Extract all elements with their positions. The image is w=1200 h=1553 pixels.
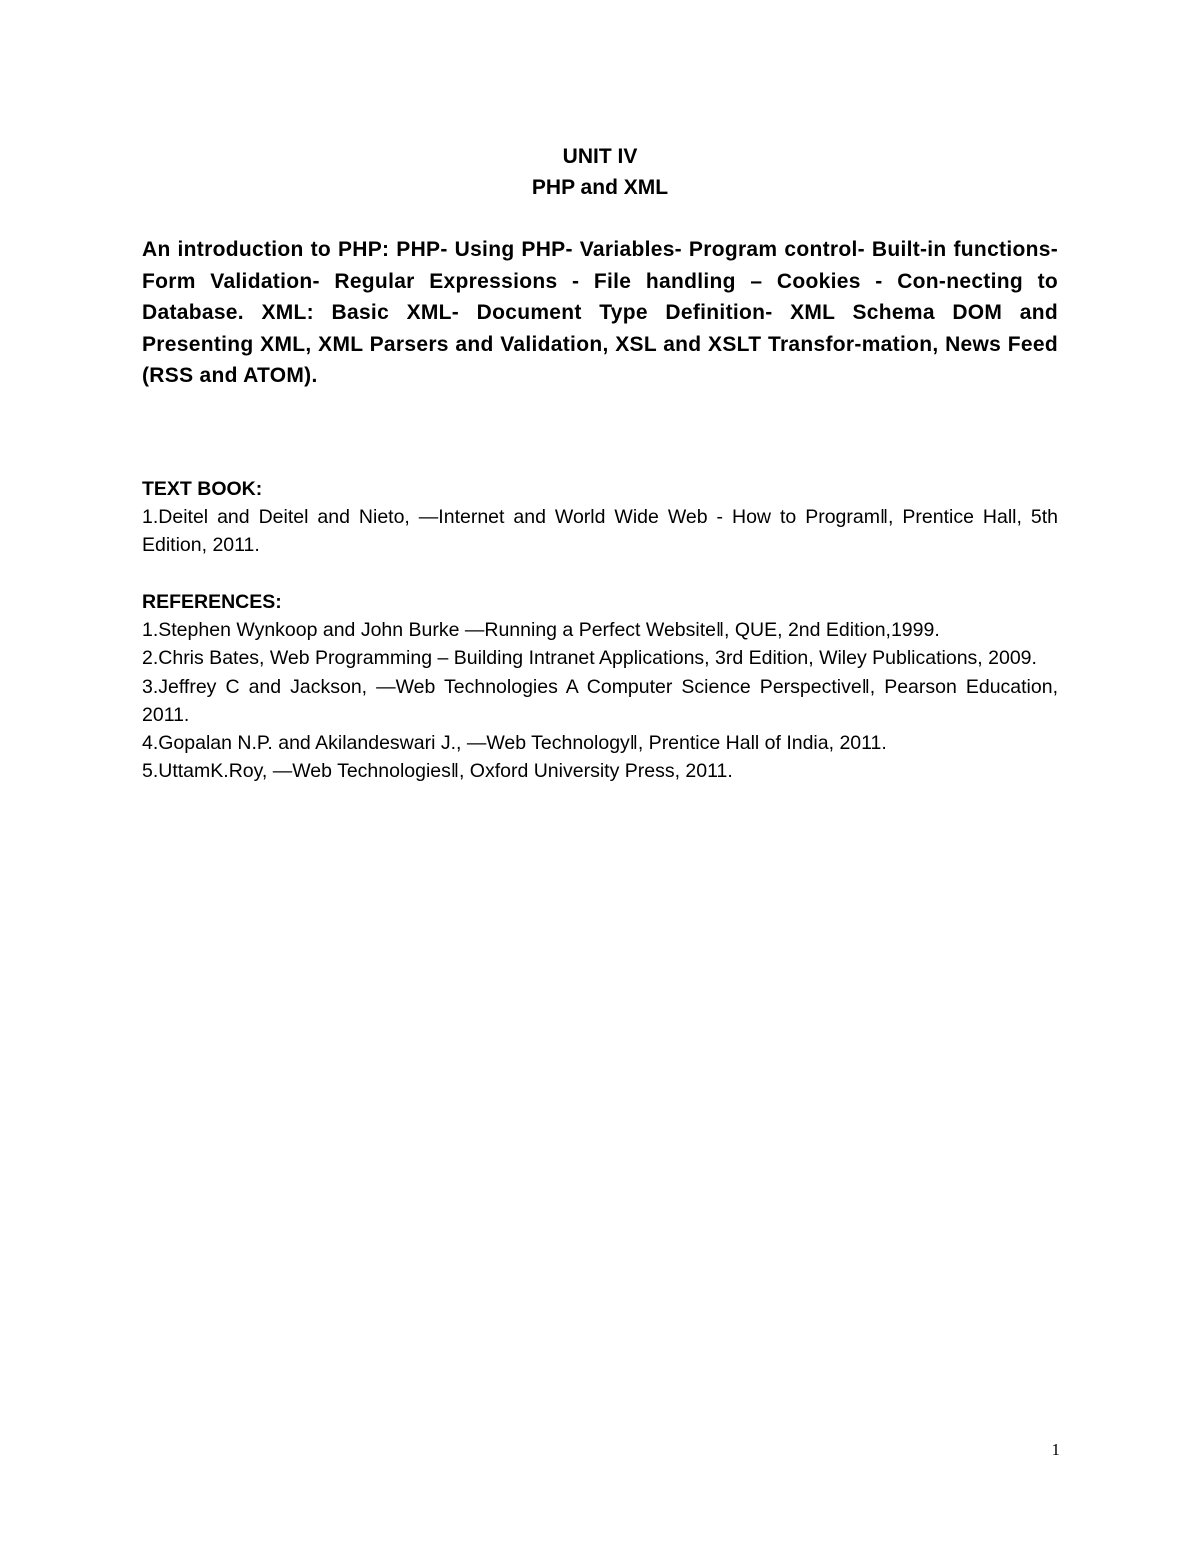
references-section (142, 588, 1058, 785)
unit-title: PHP and XML (531, 176, 669, 199)
textbook-entry: 1.Deitel and Deitel and Nieto, ―Internet and World Wide Web - How to Program‖, Prentice Hall, 5th Edition, 2011. (142, 506, 1058, 557)
reference-entry: 5.UttamK.Roy, ―Web Technologies‖, Oxford University Press, 2011. (142, 760, 733, 783)
unit-heading (0, 141, 1200, 203)
reference-entry: 1.Stephen Wynkoop and John Burke ―Running a Perfect Website‖, QUE, 2nd Edition,1999. (142, 619, 940, 642)
page-number: 1 (1051, 1440, 1060, 1459)
textbook-title: TEXT BOOK: (142, 478, 263, 500)
references-title: REFERENCES: (142, 591, 282, 613)
unit-label: UNIT IV (562, 145, 638, 168)
reference-entry: 3.Jeffrey C and Jackson, ―Web Technologies A Computer Science Perspective‖, Pearson Education, 2011. (142, 675, 1058, 726)
syllabus-paragraph: An introduction to PHP: PHP- Using PHP- Variables- Program control- Built-in functions- Form Validation- Regular Expressions - File handling – Cookies - Con-necting to Database. XML: Basic XML- Document Type Definition- XML Schema DOM and Presenting XML, XML Parsers and Validation, XSL and XSLT Transfor-mation, News Feed (RSS and ATOM). (142, 238, 1058, 387)
textbook-section (142, 475, 1058, 560)
reference-entry: 2.Chris Bates, Web Programming – Building Intranet Applications, 3rd Edition, Wiley Publications, 2009. (142, 647, 1037, 670)
reference-entry: 4.Gopalan N.P. and Akilandeswari J., ―Web Technology‖, Prentice Hall of India, 2011. (142, 732, 887, 755)
